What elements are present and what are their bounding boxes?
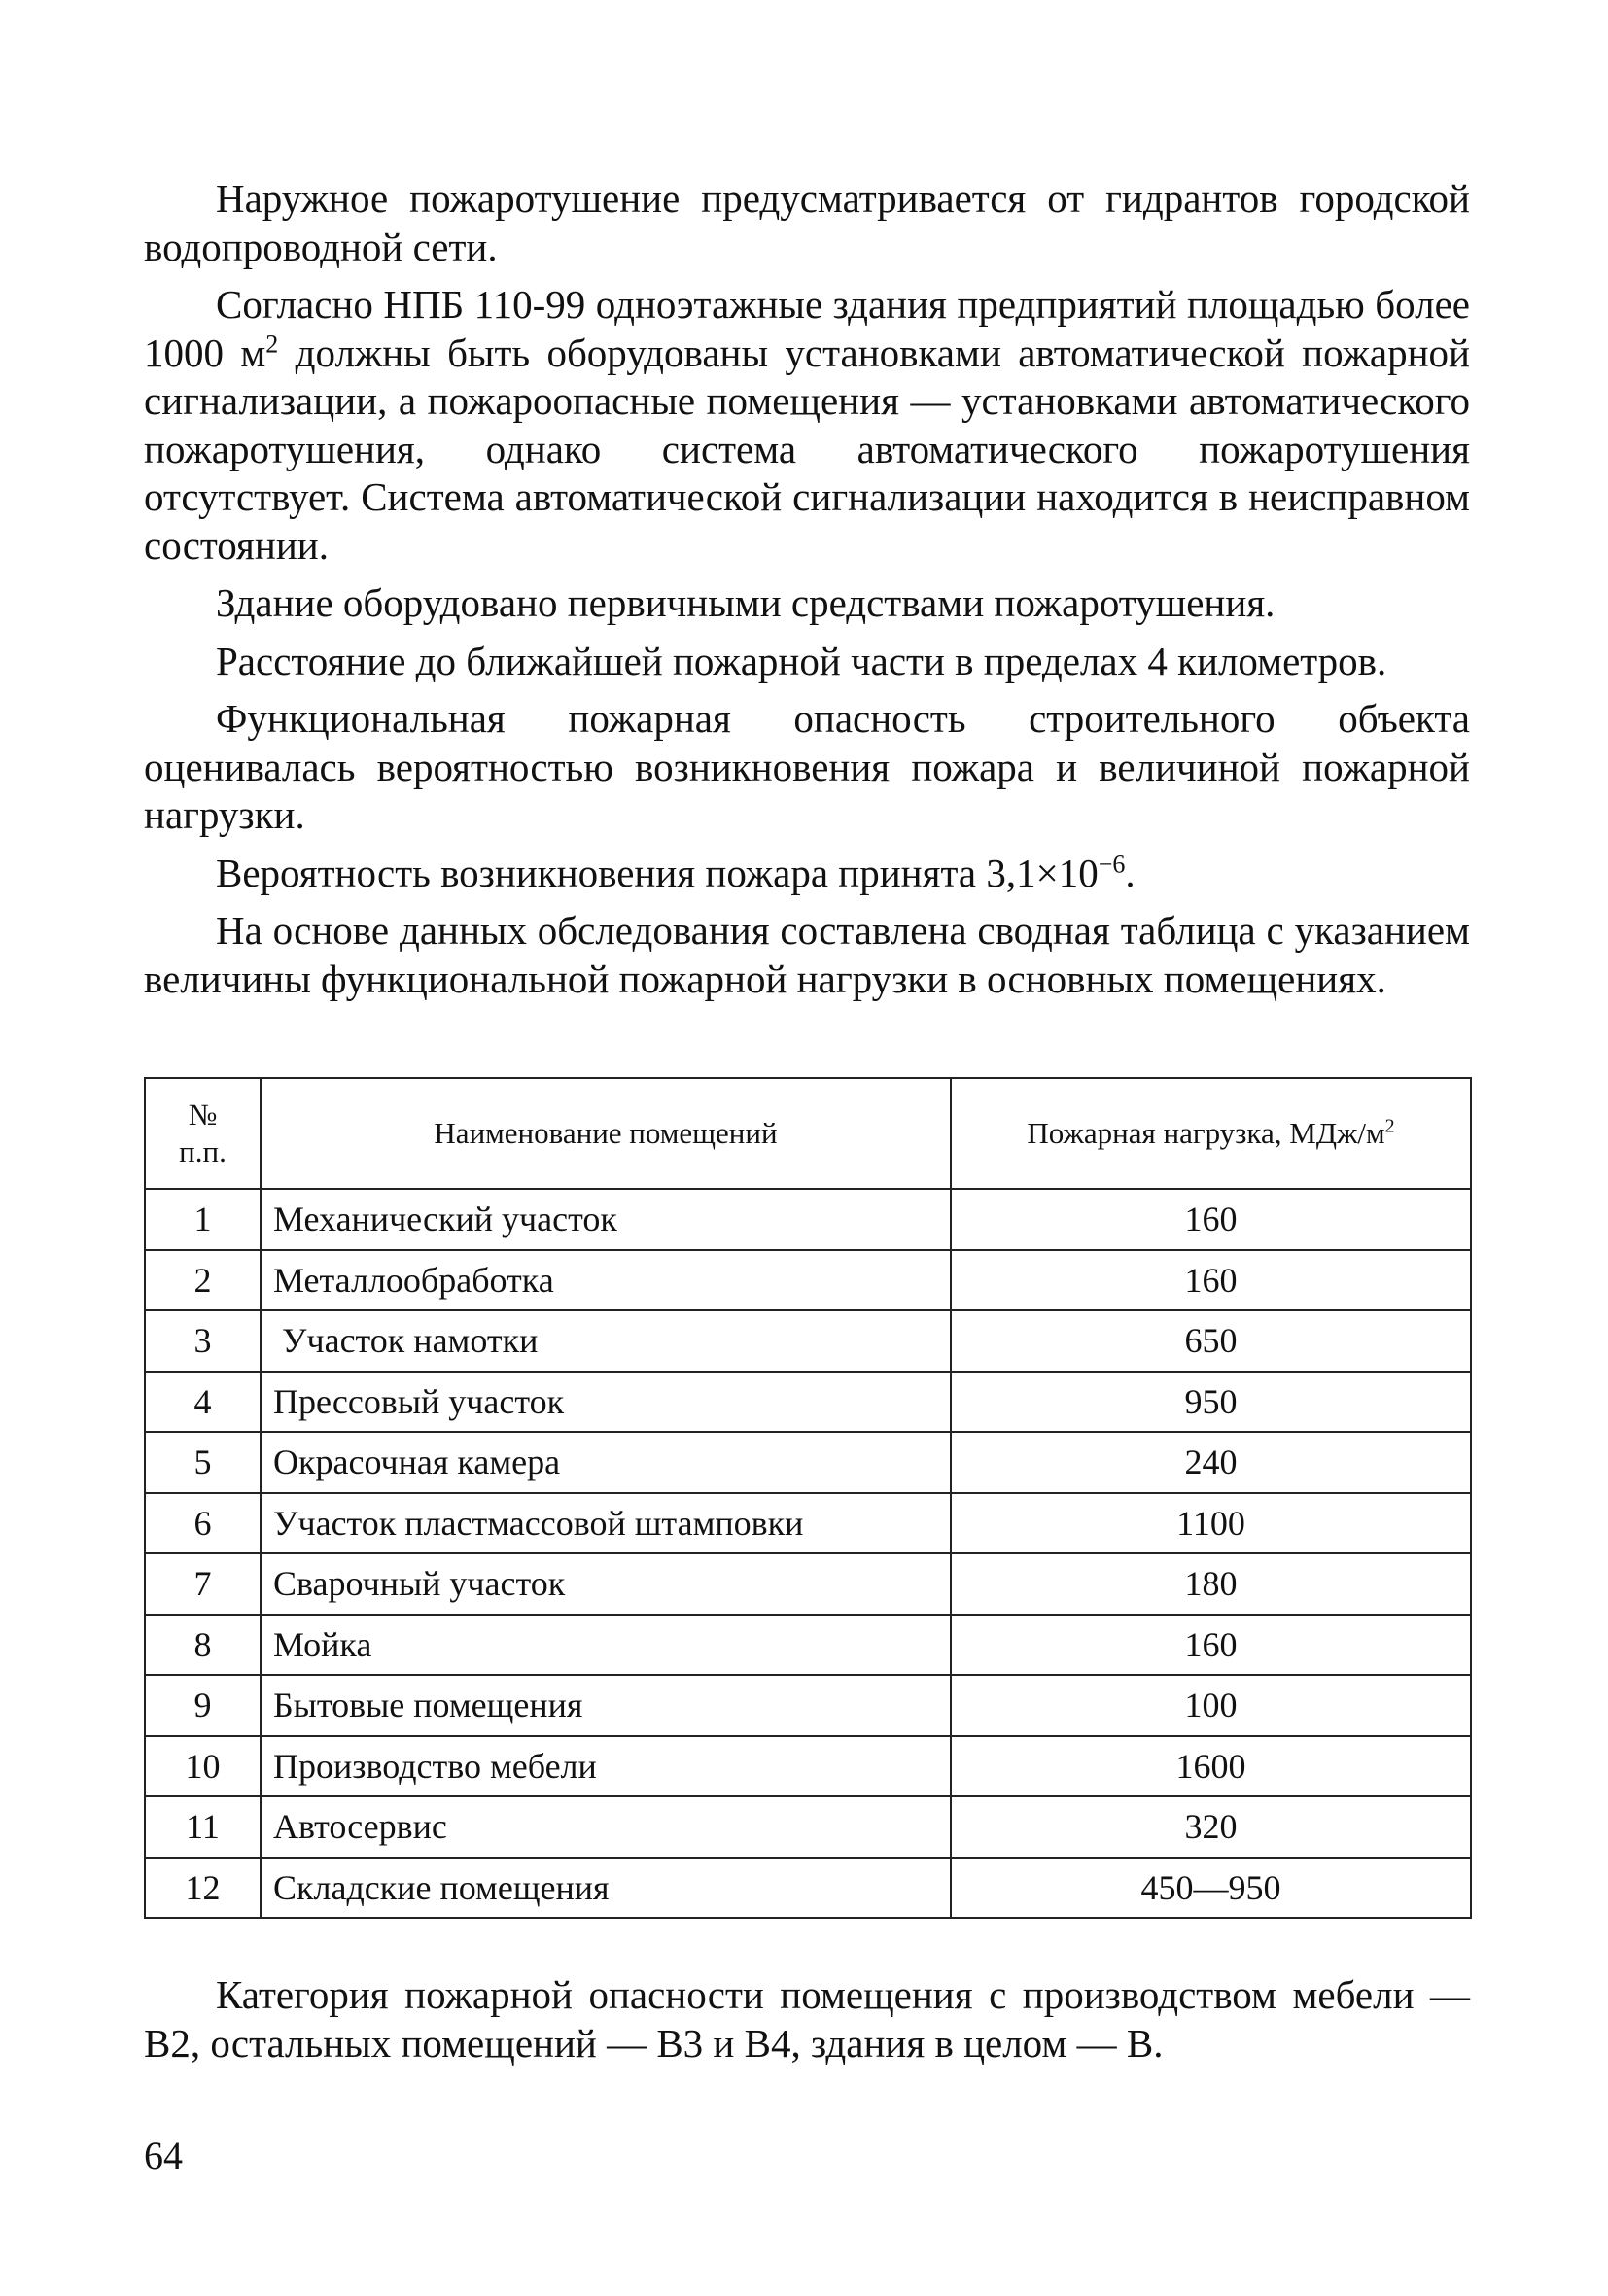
superscript-square: 2 xyxy=(265,329,279,358)
table-row xyxy=(145,1736,1471,1797)
row-number: 11 xyxy=(145,1796,261,1858)
row-fire-load: 1600 xyxy=(951,1736,1471,1797)
row-number: 5 xyxy=(145,1432,261,1493)
paragraph-probability xyxy=(144,850,1470,898)
conclusion-block xyxy=(144,1971,1470,2068)
probability-exponent: −6 xyxy=(1098,849,1126,878)
header-number-abbr: п.п. xyxy=(179,1134,227,1168)
row-fire-load: 450—950 xyxy=(951,1858,1471,1919)
paragraph-hazard: Функциональная пожарная опасность строительного объекта оценивалась вероятностью возникновения пожара и величиной пожарной нагрузки. xyxy=(144,696,1470,837)
row-room-name: Автосервис xyxy=(261,1796,951,1858)
probability-period: . xyxy=(1125,850,1136,895)
row-fire-load: 160 xyxy=(951,1615,1471,1676)
header-fire-load-sup: 2 xyxy=(1384,1115,1395,1137)
row-room-name: Мойка xyxy=(261,1615,951,1676)
row-number: 1 xyxy=(145,1189,261,1250)
paragraph-npb-part2: должны быть оборудованы установками автоматической пожарной сигнализации, а пожароопасные помещения — установками автоматического пожаротушения, однако система автоматического пожаротушения отсутствует. Система автоматической сигнализации находится в неисправном состоянии. xyxy=(144,330,1471,568)
table-row xyxy=(145,1432,1471,1493)
row-fire-load: 160 xyxy=(951,1189,1471,1250)
row-number: 9 xyxy=(145,1675,261,1736)
row-fire-load: 1100 xyxy=(951,1493,1471,1554)
row-number: 3 xyxy=(145,1310,261,1372)
body-text xyxy=(144,175,1470,1003)
row-fire-load: 240 xyxy=(951,1432,1471,1493)
paragraph-hydrants: Наружное пожаротушение предусматривается от гидрантов городской водопроводной сети. xyxy=(144,176,1470,269)
table-row xyxy=(145,1189,1471,1250)
paragraph-conclusion: Категория пожарной опасности помещения с производством мебели — В2, остальных помещений — В3 и В4, здания в целом — В. xyxy=(144,1972,1470,2066)
table-body xyxy=(145,1189,1471,1918)
header-number xyxy=(145,1078,261,1189)
row-fire-load: 180 xyxy=(951,1553,1471,1615)
table-row xyxy=(145,1493,1471,1554)
row-number: 10 xyxy=(145,1736,261,1797)
table-row xyxy=(145,1250,1471,1311)
row-room-name: Сварочный участок xyxy=(261,1553,951,1615)
header-room-name: Наименование помещений xyxy=(261,1078,951,1189)
table-header-row xyxy=(145,1078,1471,1189)
row-fire-load: 160 xyxy=(951,1250,1471,1311)
row-room-name: Металлообработка xyxy=(261,1250,951,1311)
row-room-name: Складские помещения xyxy=(261,1858,951,1919)
table-row xyxy=(145,1372,1471,1433)
row-room-name: Участок намотки xyxy=(261,1310,951,1372)
row-number: 7 xyxy=(145,1553,261,1615)
row-room-name: Бытовые помещения xyxy=(261,1675,951,1736)
page-number: 64 xyxy=(144,2134,183,2177)
table-row xyxy=(145,1675,1471,1736)
paragraph-table-intro: На основе данных обследования составлена сводная таблица с указанием величины функциональной пожарной нагрузки в основных помещениях. xyxy=(144,908,1470,1001)
table-row xyxy=(145,1858,1471,1919)
row-number: 8 xyxy=(145,1615,261,1676)
row-room-name: Прессовый участок xyxy=(261,1372,951,1433)
row-room-name: Участок пластмассовой штамповки xyxy=(261,1493,951,1554)
fire-load-table xyxy=(144,1077,1472,1919)
table-row xyxy=(145,1796,1471,1858)
table-row xyxy=(145,1310,1471,1372)
header-fire-load xyxy=(951,1078,1471,1189)
row-room-name: Механический участок xyxy=(261,1189,951,1250)
probability-text: Вероятность возникновения пожара принята 3,1×10 xyxy=(216,850,1099,895)
row-room-name: Окрасочная камера xyxy=(261,1432,951,1493)
header-number-symbol: № xyxy=(188,1097,218,1131)
row-fire-load: 100 xyxy=(951,1675,1471,1736)
row-fire-load: 650 xyxy=(951,1310,1471,1372)
row-number: 2 xyxy=(145,1250,261,1311)
paragraph-npb-part1: Согласно НПБ 110-99 одноэтажные здания предприятий площадью более 1000 м xyxy=(144,282,1470,375)
row-number: 4 xyxy=(145,1372,261,1433)
paragraph-distance: Расстояние до ближайшей пожарной части в пределах 4 километров. xyxy=(216,638,1387,683)
row-fire-load: 950 xyxy=(951,1372,1471,1433)
table-row xyxy=(145,1553,1471,1615)
table-row xyxy=(145,1615,1471,1676)
header-fire-load-text: Пожарная нагрузка, МДж/м xyxy=(1027,1116,1385,1150)
paragraph-equipment: Здание оборудовано первичными средствами пожаротушения. xyxy=(216,580,1276,625)
row-fire-load: 320 xyxy=(951,1796,1471,1858)
row-room-name: Производство мебели xyxy=(261,1736,951,1797)
row-number: 12 xyxy=(145,1858,261,1919)
paragraph-npb xyxy=(144,281,1470,570)
row-number: 6 xyxy=(145,1493,261,1554)
